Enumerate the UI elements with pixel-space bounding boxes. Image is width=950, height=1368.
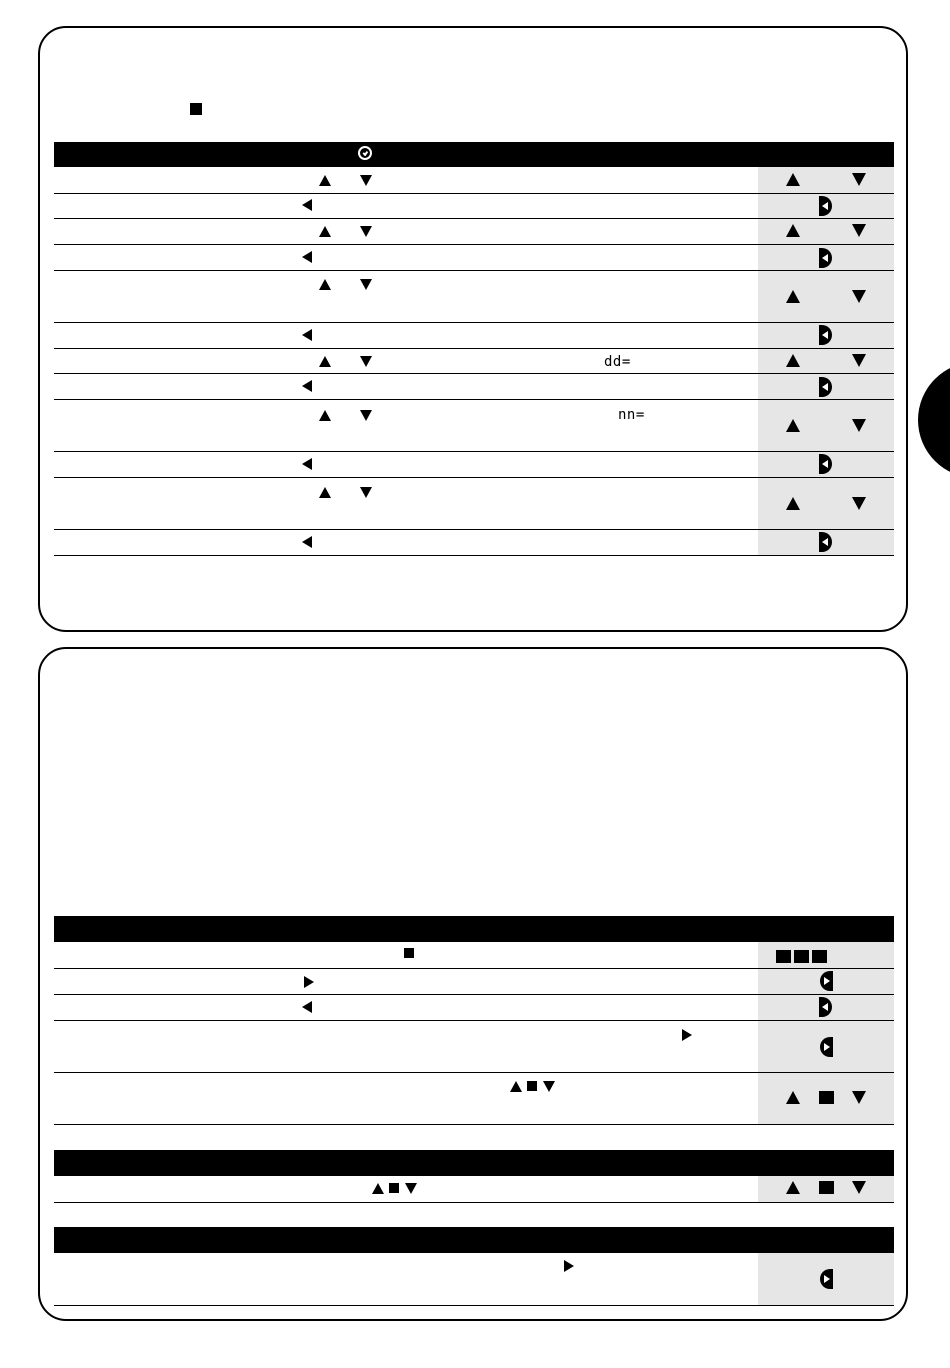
down-triangle-icon bbox=[360, 175, 372, 186]
stop-square-icon bbox=[190, 103, 202, 115]
row-divider bbox=[54, 1202, 894, 1203]
month-segment-code: nn= bbox=[618, 407, 645, 423]
row-divider bbox=[54, 529, 894, 530]
row-divider bbox=[54, 270, 894, 271]
down-triangle-icon bbox=[360, 226, 372, 237]
down-key-icon bbox=[852, 224, 866, 237]
section-tab-marker bbox=[918, 362, 950, 478]
clock-table-header bbox=[54, 142, 894, 167]
row-divider bbox=[54, 348, 894, 349]
stop-square-icon bbox=[527, 1081, 537, 1091]
up-triangle-icon bbox=[319, 410, 331, 421]
stop-key-icon bbox=[794, 950, 809, 963]
left-key-icon bbox=[820, 1037, 833, 1057]
up-key-icon bbox=[786, 354, 800, 367]
up-key-icon bbox=[786, 497, 800, 510]
row-divider bbox=[54, 218, 894, 219]
down-triangle-icon bbox=[543, 1081, 555, 1092]
up-triangle-icon bbox=[319, 226, 331, 237]
left-triangle-icon bbox=[302, 1001, 312, 1013]
left-key-icon bbox=[820, 971, 833, 991]
up-key-icon bbox=[786, 1091, 800, 1104]
down-key-icon bbox=[852, 1181, 866, 1194]
row-divider bbox=[54, 244, 894, 245]
down-triangle-icon bbox=[360, 356, 372, 367]
down-key-icon bbox=[852, 419, 866, 432]
left-triangle-icon bbox=[302, 329, 312, 341]
up-triangle-icon bbox=[510, 1081, 522, 1092]
up-key-icon bbox=[786, 419, 800, 432]
row-divider bbox=[54, 193, 894, 194]
row-divider bbox=[54, 451, 894, 452]
down-triangle-icon bbox=[360, 487, 372, 498]
keys-column bbox=[758, 167, 894, 555]
row-divider bbox=[54, 1020, 894, 1021]
stop-key-icon bbox=[812, 950, 827, 963]
up-triangle-icon bbox=[319, 279, 331, 290]
row-divider bbox=[54, 968, 894, 969]
up-key-icon bbox=[786, 224, 800, 237]
up-triangle-icon bbox=[319, 487, 331, 498]
row-divider bbox=[54, 1072, 894, 1073]
row-divider bbox=[54, 477, 894, 478]
left-triangle-icon bbox=[302, 536, 312, 548]
down-key-icon bbox=[852, 290, 866, 303]
down-key-icon bbox=[852, 497, 866, 510]
stop-key-icon bbox=[819, 1091, 834, 1104]
clock-icon bbox=[358, 146, 372, 160]
up-key-icon bbox=[786, 1181, 800, 1194]
up-triangle-icon bbox=[319, 356, 331, 367]
right-triangle-icon bbox=[682, 1029, 692, 1041]
stop-key-icon bbox=[776, 950, 791, 963]
down-triangle-icon bbox=[405, 1183, 417, 1194]
stop-square-icon bbox=[389, 1183, 399, 1193]
row-divider bbox=[54, 1124, 894, 1125]
left-triangle-icon bbox=[302, 380, 312, 392]
table-header-3 bbox=[54, 1227, 894, 1253]
left-key-icon bbox=[820, 1269, 833, 1289]
row-divider bbox=[54, 322, 894, 323]
up-triangle-icon bbox=[372, 1183, 384, 1194]
left-triangle-icon bbox=[302, 199, 312, 211]
table-header-2 bbox=[54, 1150, 894, 1176]
row-divider bbox=[54, 1305, 894, 1306]
down-triangle-icon bbox=[360, 410, 372, 421]
down-key-icon bbox=[852, 1091, 866, 1104]
row-divider bbox=[54, 373, 894, 374]
table-header-1 bbox=[54, 916, 894, 942]
up-triangle-icon bbox=[319, 175, 331, 186]
down-triangle-icon bbox=[360, 279, 372, 290]
left-triangle-icon bbox=[302, 251, 312, 263]
stop-square-icon bbox=[404, 948, 414, 958]
up-key-icon bbox=[786, 173, 800, 186]
row-divider bbox=[54, 994, 894, 995]
stop-key-icon bbox=[819, 1181, 834, 1194]
row-divider bbox=[54, 555, 894, 556]
right-triangle-icon bbox=[304, 976, 314, 988]
down-key-icon bbox=[852, 173, 866, 186]
day-segment-code: dd= bbox=[604, 354, 631, 370]
up-key-icon bbox=[786, 290, 800, 303]
down-key-icon bbox=[852, 354, 866, 367]
right-triangle-icon bbox=[564, 1260, 574, 1272]
left-triangle-icon bbox=[302, 458, 312, 470]
row-divider bbox=[54, 399, 894, 400]
